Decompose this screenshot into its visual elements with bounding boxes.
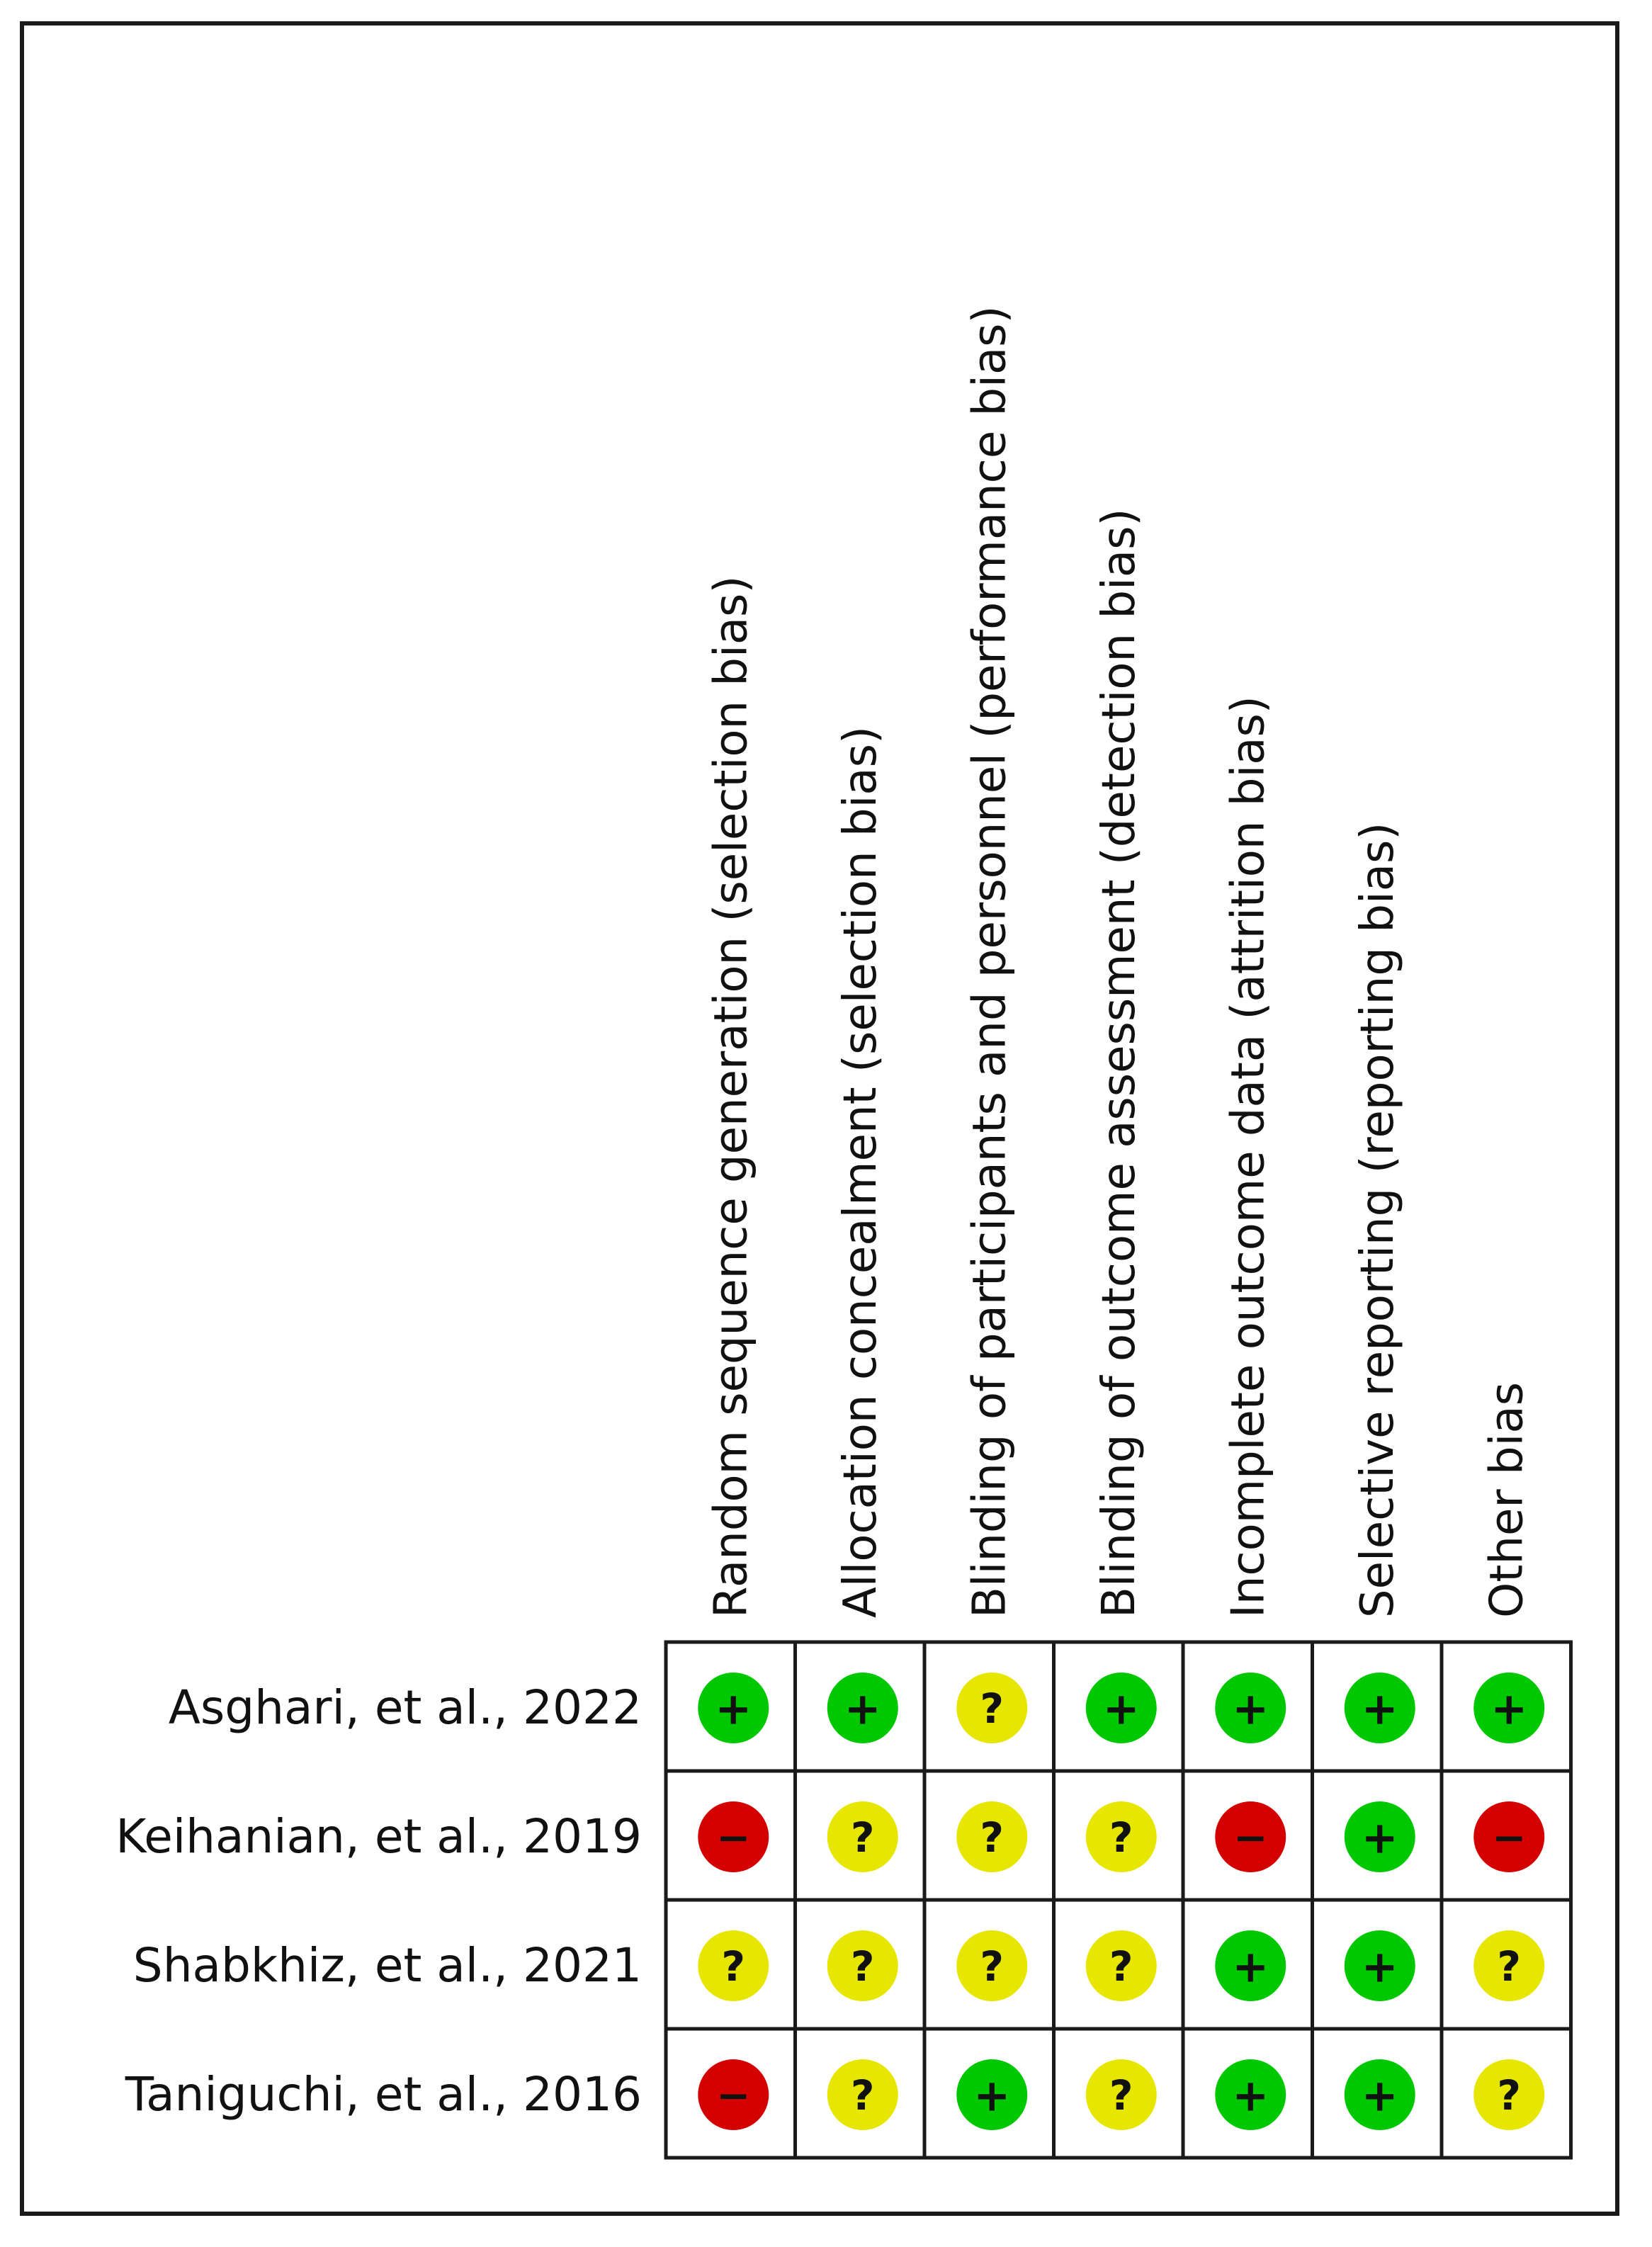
rating-symbol: ? — [980, 1942, 1005, 1991]
rating-low-icon — [1345, 2059, 1415, 2130]
study-label: Taniguchi, et al., 2016 — [125, 2067, 642, 2122]
rating-symbol: ? — [980, 1684, 1005, 1733]
rating-unclear-icon — [1473, 2059, 1544, 2130]
rating-low-icon — [698, 1672, 769, 1743]
rating-symbol: + — [1361, 2069, 1398, 2122]
rating-low-icon — [956, 2059, 1027, 2130]
rating-symbol: + — [1232, 1682, 1269, 1735]
rating-high-icon — [698, 1801, 769, 1872]
column-label: Blinding of participants and personnel (performance bias) — [963, 305, 1017, 1618]
rating-symbol: ? — [1109, 2071, 1133, 2119]
rating-symbol: ? — [1497, 1942, 1522, 1991]
rating-low-icon — [1215, 2059, 1286, 2130]
rating-symbol: ? — [1109, 1942, 1133, 1991]
row-labels — [115, 1680, 642, 2122]
rating-symbol: + — [1361, 1940, 1398, 1993]
rating-symbol: ? — [1109, 1813, 1133, 1862]
rating-unclear-icon — [956, 1672, 1027, 1743]
rating-low-icon — [1215, 1930, 1286, 2001]
rating-low-icon — [1345, 1672, 1415, 1743]
rating-unclear-icon — [956, 1801, 1027, 1872]
rating-unclear-icon — [827, 2059, 898, 2130]
rating-unclear-icon — [827, 1930, 898, 2001]
rating-unclear-icon — [1473, 1930, 1544, 2001]
rating-symbol: ? — [980, 1813, 1005, 1862]
rating-symbol: ? — [1497, 2071, 1522, 2119]
rating-symbol: + — [973, 2069, 1011, 2122]
rating-symbol: ? — [850, 1942, 875, 1991]
rating-symbol: + — [1361, 1811, 1398, 1864]
rating-symbol: + — [715, 1682, 752, 1735]
rating-low-icon — [1215, 1672, 1286, 1743]
rating-unclear-icon — [827, 1801, 898, 1872]
rating-unclear-icon — [1086, 1930, 1157, 2001]
rating-high-icon — [1215, 1801, 1286, 1872]
study-label: Keihanian, et al., 2019 — [115, 1809, 642, 1864]
rating-symbol: + — [844, 1682, 881, 1735]
study-label: Shabkhiz, et al., 2021 — [132, 1938, 642, 1993]
rating-symbol: + — [1361, 1682, 1398, 1735]
rating-low-icon — [1473, 1672, 1544, 1743]
rating-symbol: − — [715, 2071, 751, 2119]
column-label: Other bias — [1481, 1381, 1534, 1618]
column-label: Blinding of outcome assessment (detection bias) — [1092, 508, 1145, 1618]
rating-unclear-icon — [1086, 1801, 1157, 1872]
rating-symbol: + — [1490, 1682, 1528, 1735]
rating-high-icon — [1473, 1801, 1544, 1872]
rating-symbol: + — [1232, 1940, 1269, 1993]
column-labels — [705, 306, 1533, 1619]
column-label: Selective reporting (reporting bias) — [1351, 822, 1404, 1618]
column-label: Allocation concealment (selection bias) — [834, 726, 887, 1618]
rating-symbol: ? — [850, 2071, 875, 2119]
rating-unclear-icon — [956, 1930, 1027, 2001]
rating-low-icon — [1086, 1672, 1157, 1743]
column-label: Incomplete outcome data (attrition bias) — [1222, 696, 1275, 1618]
rating-low-icon — [1345, 1930, 1415, 2001]
rating-symbol: ? — [850, 1813, 875, 1862]
rating-low-icon — [1345, 1801, 1415, 1872]
rating-unclear-icon — [698, 1930, 769, 2001]
column-label: Random sequence generation (selection bias) — [705, 575, 758, 1618]
rating-low-icon — [827, 1672, 898, 1743]
rating-symbol: − — [715, 1813, 751, 1862]
rating-unclear-icon — [1086, 2059, 1157, 2130]
rating-high-icon — [698, 2059, 769, 2130]
rating-symbol: ? — [721, 1942, 746, 1991]
rating-symbol: + — [1232, 2069, 1269, 2122]
rating-symbol: − — [1233, 1813, 1268, 1862]
rating-symbol: + — [1102, 1682, 1140, 1735]
rating-symbol: − — [1491, 1813, 1527, 1862]
study-label: Asghari, et al., 2022 — [168, 1680, 642, 1735]
